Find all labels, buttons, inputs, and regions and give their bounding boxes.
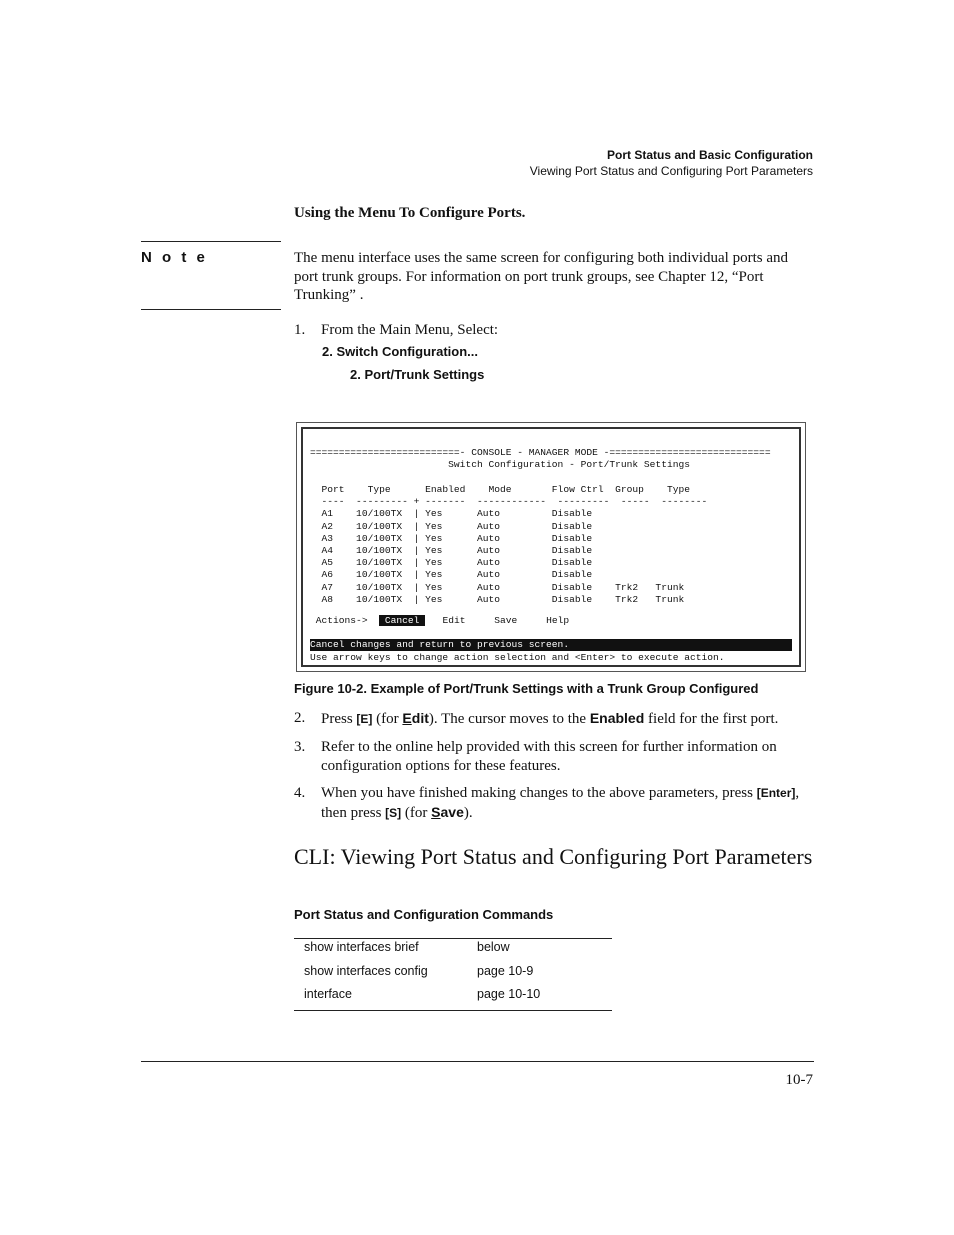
console-row-a7: A7 10/100TX | Yes Auto Disable Trk2 Trunk <box>310 581 685 593</box>
console-row-a6: A6 10/100TX | Yes Auto Disable <box>310 569 593 580</box>
command-name: interface <box>304 987 352 1001</box>
note-top-rule <box>141 241 281 242</box>
running-header-section: Viewing Port Status and Configuring Port Parameters <box>529 164 813 178</box>
console-hint-line: Use arrow keys to change action selection and <Enter> to execute action. <box>310 651 725 663</box>
console-column-header: Port Type Enabled Mode Flow Ctrl Group Type <box>310 484 690 495</box>
command-page-ref[interactable]: page 10-10 <box>477 987 541 1001</box>
console-screen <box>301 427 801 667</box>
console-save-action[interactable]: Save <box>494 615 518 626</box>
console-row-a2: A2 10/100TX | Yes Auto Disable <box>310 520 593 532</box>
note-label: N o t e <box>141 249 208 266</box>
section-title: Using the Menu To Configure Ports. <box>294 205 526 221</box>
console-row-a1: A1 10/100TX | Yes Auto Disable <box>310 508 593 519</box>
step-4-number: 4. <box>294 785 306 801</box>
console-banner: ==========================- CONSOLE - MANAGER MODE -============================ <box>310 447 771 458</box>
step-4 <box>294 784 814 822</box>
step-1-text: From the Main Menu, Select: <box>321 322 499 338</box>
console-row-a8: A8 10/100TX | Yes Auto Disable Trk2 Trunk <box>310 593 685 605</box>
console-row-a5: A5 10/100TX | Yes Auto Disable <box>310 557 593 568</box>
table-row <box>294 939 612 963</box>
console-actions-bar <box>310 615 569 627</box>
key-s: [S] <box>385 805 402 820</box>
console-edit-action[interactable]: Edit <box>442 615 466 626</box>
command-name: show interfaces brief <box>304 940 419 954</box>
note-bottom-rule <box>141 309 281 310</box>
console-column-rule: ---- --------- + ------- ------------ --------- ----- -------- <box>310 496 708 507</box>
console-row-a4: A4 10/100TX | Yes Auto Disable <box>310 545 593 556</box>
commands-heading: Port Status and Configuration Commands <box>294 907 554 922</box>
edit-command: Edit <box>402 710 429 726</box>
console-screenshot <box>296 422 806 672</box>
command-page-ref[interactable]: page 10-9 <box>477 963 534 978</box>
command-page-ref[interactable]: below <box>477 940 510 954</box>
figure-caption: Figure 10-2. Example of Port/Trunk Settings with a Trunk Group Configured <box>294 681 759 696</box>
footer-rule <box>141 1061 814 1062</box>
console-status-line: Cancel changes and return to previous screen. <box>310 639 792 651</box>
enabled-field-name: Enabled <box>589 710 645 726</box>
step-3-number: 3. <box>294 739 306 755</box>
console-help-action[interactable]: Help <box>546 615 570 626</box>
console-title: Switch Configuration - Port/Trunk Settings <box>310 459 690 470</box>
save-command: Save <box>431 803 464 820</box>
command-name: show interfaces config <box>304 963 428 978</box>
table-row <box>294 963 612 987</box>
step-2 <box>294 709 814 729</box>
key-e: [E] <box>356 712 373 726</box>
note-text: The menu interface uses the same screen for configuring both individual ports and port trunk groups. For information on port trunk groups, see Chapter 12, “Port Trunking” . <box>294 250 789 303</box>
step-1 <box>294 321 814 340</box>
console-cancel-action[interactable]: Cancel <box>379 615 425 626</box>
page-number: 10-7 <box>785 1072 813 1088</box>
cli-section-heading: CLI: Viewing Port Status and Configuring Port Parameters <box>294 844 813 869</box>
step-3 <box>294 738 814 775</box>
console-actions-label: Actions-> <box>310 615 368 626</box>
step-3-text: Refer to the online help provided with this screen for further information on configuration options for these features. <box>321 739 777 774</box>
running-header-chapter: Port Status and Basic Configuration <box>606 148 813 162</box>
step-4-text: When you have finished making changes to the above parameters, press [Enter], then press [S] (for Save). <box>321 785 800 821</box>
menu-path-item-1: 2. Switch Configuration... <box>322 344 478 359</box>
step-2-number: 2. <box>294 710 306 726</box>
menu-path-item-2: 2. Port/Trunk Settings <box>350 367 485 382</box>
key-enter: [Enter] <box>756 786 796 800</box>
step-1-number: 1. <box>294 322 306 338</box>
commands-table <box>294 938 612 1011</box>
step-2-text: Press [E] (for Edit). The cursor moves to the Enabled field for the first port. <box>321 710 779 727</box>
console-row-a3: A3 10/100TX | Yes Auto Disable <box>310 532 593 544</box>
table-row <box>294 986 612 1010</box>
